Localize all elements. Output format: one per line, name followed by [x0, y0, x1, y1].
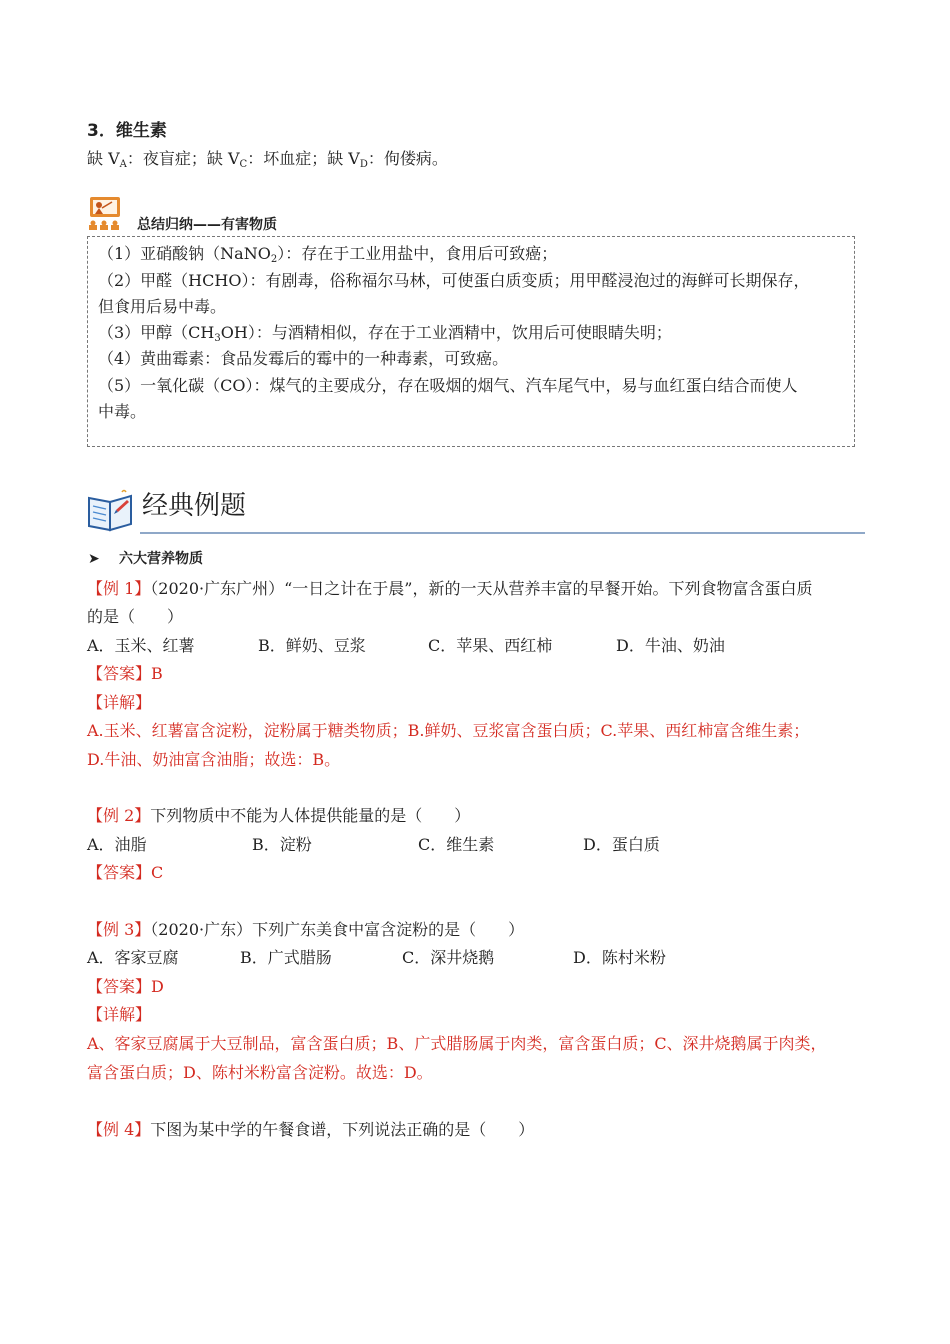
example-3-option-d: D．陈村米粉	[573, 948, 666, 967]
example-2-question: 【例 2】下列物质中不能为人体提供能量的是（ ）	[87, 806, 471, 825]
summary-item-1: （1）亚硝酸钠（NaNO$_2$）：存在于工业用盐中，食用后可致癌；	[98, 244, 558, 265]
section-title: 经典例题	[142, 491, 247, 521]
arrow-bullet-icon: ➤	[88, 551, 100, 567]
example-3-tag: 【例 3】	[87, 920, 151, 939]
example-2-option-b: B．淀粉	[252, 835, 312, 854]
example-3-question: 【例 3】（2020·广东）下列广东美食中富含淀粉的是（ ）	[87, 920, 525, 939]
summary-item-3: （3）甲醇$(CH_3OH)$：与酒精相似，存在于工业酒精中，饮用后可使眼睛失明；	[98, 323, 672, 344]
example-1-tag: 【例 1】	[87, 579, 151, 598]
example-1-option-d: D．牛油、奶油	[616, 636, 725, 655]
teacher-board-icon	[86, 196, 122, 230]
example-3-answer: 【答案】D	[87, 977, 164, 996]
example-1-question: 【例 1】（2020·广东广州）“一日之计在于晨”，新的一天从营养丰富的早餐开始。下列食物富含蛋白质	[87, 579, 813, 598]
summary-item-4: （4）黄曲霉素：食品发霉后的霉中的一种毒素，可致癌。	[98, 349, 509, 368]
vitamin-line: 缺 $V_A$：夜盲症；缺 $V_C$：坏血症；缺 $V_D$：佝偻病。	[87, 149, 448, 170]
example-2-option-a: A．油脂	[87, 835, 147, 854]
example-3-option-c: C．深井烧鹅	[402, 948, 495, 967]
summary-item-2: （2）甲醛（HCHO）：有剧毒，俗称福尔马林，可使蛋白质变质；用甲醛浸泡过的海鲜可长期保存，	[98, 271, 810, 290]
summary-item-2-cont: 但食用后易中毒。	[98, 297, 227, 316]
summary-item-5: （5）一氧化碳（CO）：煤气的主要成分，存在吸烟的烟气、汽车尾气中，易与血红蛋白结合而使人	[98, 376, 798, 395]
vitamin-heading: 3．维生素	[87, 121, 167, 141]
example-3-detail-line-2: 富含蛋白质；D、陈村米粉富含淀粉。故选：D。	[87, 1063, 433, 1082]
example-2-tag: 【例 2】	[87, 806, 151, 825]
example-3-option-a: A．客家豆腐	[87, 948, 179, 967]
example-1-detail-label: 【详解】	[87, 693, 152, 712]
open-book-icon	[86, 488, 136, 532]
example-1-detail-line-1: A.玉米、红薯富含淀粉，淀粉属于糖类物质；B.鲜奶、豆浆富含蛋白质；C.苹果、西红柿富含维生素；	[87, 721, 810, 740]
summary-title: 总结归纳——有害物质	[137, 217, 277, 233]
example-1-option-b: B．鲜奶、豆浆	[258, 636, 366, 655]
example-2-option-c: C．维生素	[418, 835, 495, 854]
summary-item-5-cont: 中毒。	[98, 402, 147, 421]
example-3-detail-label: 【详解】	[87, 1005, 152, 1024]
example-1-option-a: A．玉米、红薯	[87, 636, 195, 655]
section-divider	[140, 532, 865, 534]
example-3-option-b: B．广式腊肠	[240, 948, 332, 967]
example-1-question-cont: 的是（ ）	[87, 607, 184, 626]
example-4-tag: 【例 4】	[87, 1120, 151, 1139]
example-3-detail-line-1: A、客家豆腐属于大豆制品，富含蛋白质；B、广式腊肠属于肉类，富含蛋白质；C、深井烧鹅属于肉类，	[87, 1034, 827, 1053]
example-1-answer: 【答案】B	[87, 664, 163, 683]
subheading: 六大营养物质	[119, 551, 203, 567]
example-2-option-d: D．蛋白质	[583, 835, 660, 854]
example-1-option-c: C．苹果、西红柿	[428, 636, 553, 655]
example-1-detail-line-2: D.牛油、奶油富含油脂；故选：B。	[87, 750, 341, 769]
example-2-answer: 【答案】C	[87, 863, 164, 882]
example-4-question: 【例 4】下图为某中学的午餐食谱，下列说法正确的是（ ）	[87, 1120, 535, 1139]
